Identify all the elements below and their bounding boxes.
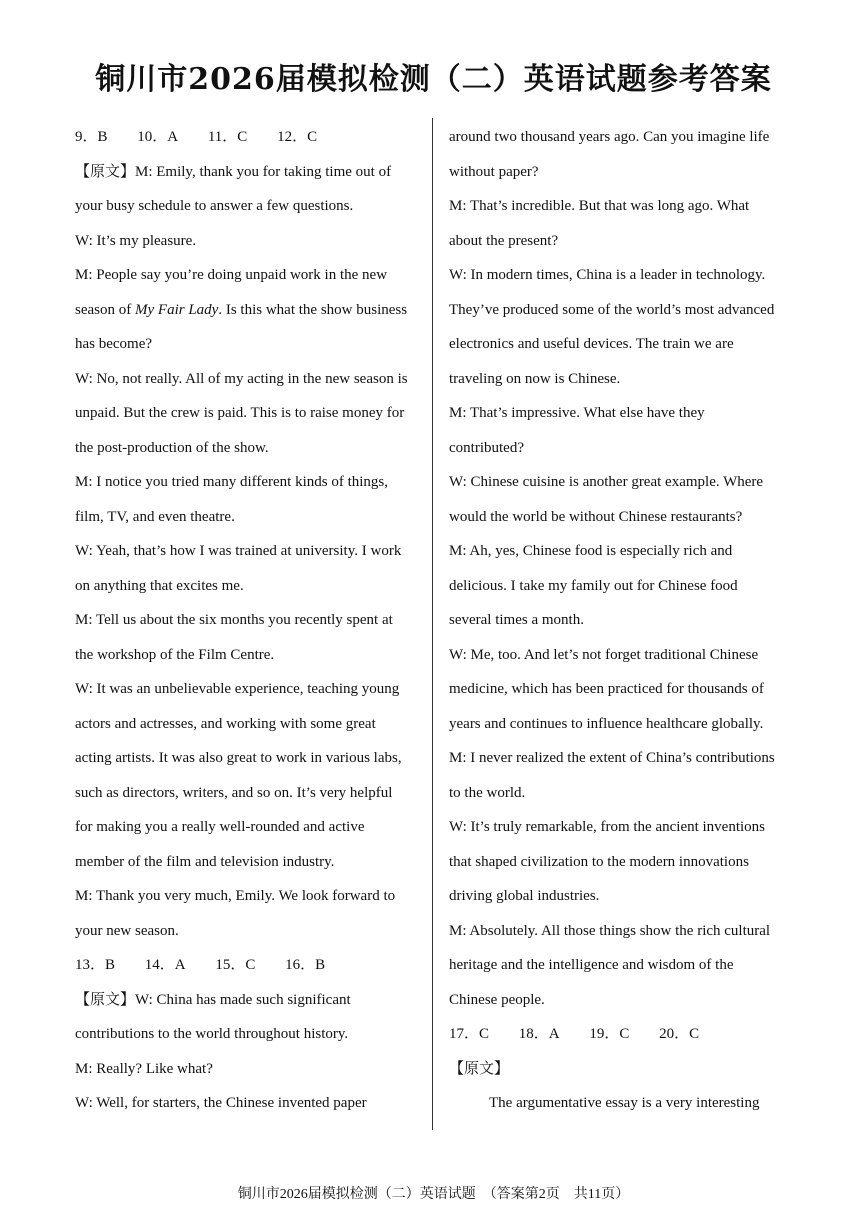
transcript-line: heritage and the intelligence and wisdom of the — [449, 957, 734, 973]
transcript-line-show-title — [75, 293, 425, 328]
transcript-line: actors and actresses, and working with some great — [75, 715, 376, 732]
transcript-line: W: Chinese cuisine is another great example. Where — [449, 474, 764, 490]
essay-first-line: The argumentative essay is a very interesting — [489, 1095, 760, 1111]
transcript-line: W: It’s truly remarkable, from the ancient inventions — [449, 819, 766, 835]
answer-17: 17．C — [449, 1026, 490, 1042]
transcript-line: M: Tell us about the six months you recently spent at — [75, 612, 393, 628]
transcript-line: has become? — [75, 336, 153, 352]
answer-row-9-12 — [75, 120, 425, 155]
transcript-line: M: That’s incredible. But that was long ago. What — [449, 198, 750, 214]
answer-18: 18．A — [518, 1026, 560, 1042]
transcript-line: medicine, which has been practiced for thousands of — [449, 681, 764, 697]
transcript-line: M: I never realized the extent of China’s contributions — [449, 750, 775, 766]
transcript-line: W: It was an unbelievable experience, teaching young — [75, 681, 400, 697]
transcript-line: W: Well, for starters, the Chinese invented paper — [75, 1095, 367, 1111]
transcript-line: the workshop of the Film Centre. — [75, 646, 275, 663]
transcript-line: acting artists. It was also great to work in various labs, — [75, 750, 402, 766]
transcript-line: M: Thank you very much, Emily. We look forward to — [75, 888, 396, 904]
answer-12: 12．C — [277, 129, 318, 145]
transcript-line: delicious. I take my family out for Chinese food — [449, 577, 738, 594]
transcript-line: without paper? — [449, 163, 539, 180]
transcript-line: Chinese people. — [449, 991, 545, 1008]
transcript-line: on anything that excites me. — [75, 577, 244, 594]
transcript-line: your new season. — [75, 922, 179, 939]
season-text-before: season of — [75, 301, 135, 318]
transcript-line: W: It’s my pleasure. — [75, 232, 197, 249]
transcript-line: M: People say you’re doing unpaid work in the new — [75, 267, 388, 283]
transcript-line: M: Really? Like what? — [75, 1060, 213, 1077]
answer-13: 13．B — [75, 957, 116, 973]
transcript-line: film, TV, and even theatre. — [75, 508, 235, 525]
right-column — [449, 120, 794, 1121]
answer-9: 9．B — [75, 129, 108, 145]
transcript-line: M: Ah, yes, Chinese food is especially rich and — [449, 543, 733, 559]
transcript-line: M: That’s impressive. What else have they — [449, 405, 705, 421]
transcript-line: W: No, not really. All of my acting in the new season is — [75, 370, 408, 387]
column-divider — [432, 118, 433, 1130]
transcript-line: around two thousand years ago. Can you imagine life — [449, 129, 770, 145]
transcript-line: that shaped civilization to the modern innovations — [449, 853, 749, 870]
transcript-line: your busy schedule to answer a few questions. — [75, 198, 354, 214]
transcript-line: contributions to the world throughout history. — [75, 1026, 349, 1042]
page-footer: 铜川市2026届模拟检测（二）英语试题 （答案第2页 共11页） — [237, 1187, 630, 1202]
transcript-line: for making you a really well-rounded and active — [75, 819, 365, 835]
transcript-line: years and continues to influence healthcare globally. — [449, 715, 764, 732]
transcript-line: would the world be without Chinese restaurants? — [449, 508, 743, 525]
answer-19: 19．C — [589, 1026, 630, 1042]
answer-11: 11．C — [207, 129, 248, 145]
left-column — [75, 120, 425, 1121]
answer-10: 10．A — [137, 129, 179, 145]
transcript-line: the post-production of the show. — [75, 439, 269, 456]
page-title: 铜川市2026届模拟检测（二）英语试题参考答案 — [95, 62, 772, 97]
transcript-line: W: Yeah, that’s how I was trained at university. I work — [75, 543, 402, 559]
transcript-line: contributed? — [449, 439, 524, 456]
transcript-line: several times a month. — [449, 612, 584, 628]
transcript-line: M: Absolutely. All those things show the rich cultural — [449, 922, 771, 939]
transcript-line: member of the film and television industry. — [75, 853, 335, 870]
transcript-line: electronics and useful devices. The train we are — [449, 336, 734, 352]
transcript-line: W: In modern times, China is a leader in technology. — [449, 267, 766, 283]
answer-14: 14．A — [144, 957, 186, 973]
transcript-line: unpaid. But the crew is paid. This is to raise money for — [75, 405, 405, 421]
transcript-line: such as directors, writers, and so on. It’s very helpful — [75, 784, 393, 801]
original-text-label: 【原文】 — [449, 1060, 510, 1077]
transcript-line: M: I notice you tried many different kinds of things, — [75, 474, 389, 490]
answer-row-13-16 — [75, 948, 425, 983]
answer-row-17-20 — [449, 1017, 794, 1052]
answer-20: 20．C — [659, 1026, 700, 1042]
season-text-after: . Is this what the show business — [218, 301, 408, 318]
transcript-line: They’ve produced some of the world’s most advanced — [449, 301, 775, 318]
answer-16: 16．B — [285, 957, 326, 973]
transcript-line: 【原文】M: Emily, thank you for taking time out of — [75, 163, 392, 180]
transcript-line: about the present? — [449, 232, 559, 249]
transcript-line: W: Me, too. And let’s not forget traditional Chinese — [449, 646, 759, 663]
transcript-line: traveling on now is Chinese. — [449, 370, 621, 387]
answer-15: 15．C — [215, 957, 256, 973]
transcript-line: 【原文】W: China has made such significant — [75, 991, 351, 1008]
show-title: My Fair Lady — [135, 301, 219, 318]
transcript-line: to the world. — [449, 784, 526, 801]
transcript-line: driving global industries. — [449, 888, 600, 904]
